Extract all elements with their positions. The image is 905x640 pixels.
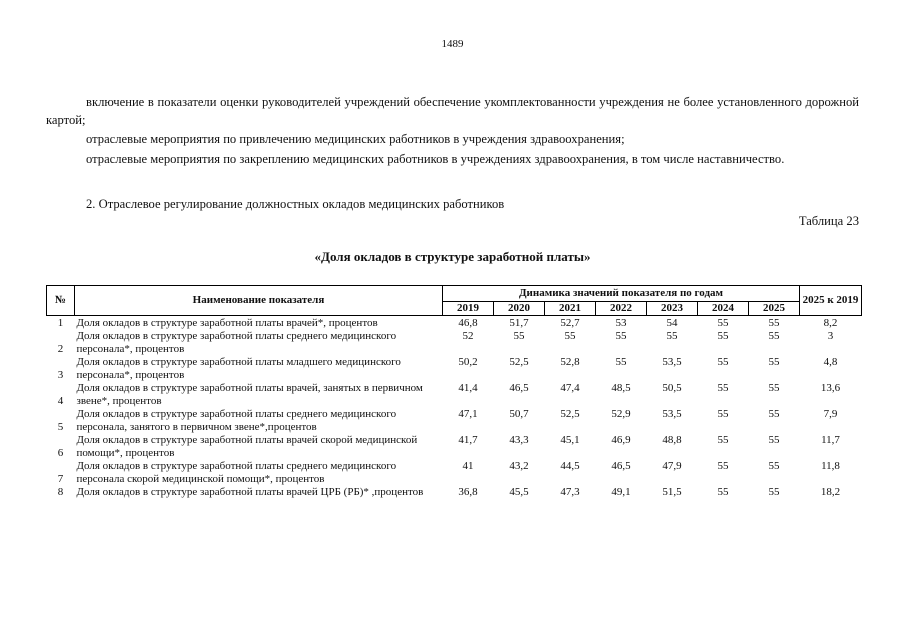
year-value: 55 xyxy=(717,382,729,394)
year-value: 46,9 xyxy=(611,434,631,446)
row-number: 1 xyxy=(57,317,64,329)
ratio-value: 3 xyxy=(827,330,834,342)
header-year-2025: 2025 xyxy=(749,302,800,316)
year-value: 52,7 xyxy=(560,317,580,329)
year-value: 55 xyxy=(768,408,780,420)
year-value: 53,5 xyxy=(662,356,682,368)
row-number: 7 xyxy=(57,473,64,485)
row-number: 3 xyxy=(57,369,64,381)
header-year-2021: 2021 xyxy=(545,302,596,316)
ratio-value: 7,9 xyxy=(823,408,838,420)
year-value: 54 xyxy=(666,317,678,329)
year-value: 43,2 xyxy=(509,460,529,472)
year-value: 55 xyxy=(768,486,780,498)
indicator-name: Доля окладов в структуре заработной платы врачей скорой медицинской помощи*, процентов xyxy=(76,434,418,459)
ratio-value: 11,8 xyxy=(821,460,840,472)
table-row xyxy=(47,408,862,434)
year-value: 48,5 xyxy=(611,382,631,394)
header-dynamics: Динамика значений показателя по годам xyxy=(443,286,800,302)
year-value: 51,7 xyxy=(509,317,529,329)
row-number: 4 xyxy=(57,395,64,407)
year-value: 55 xyxy=(717,330,729,342)
ratio-value: 11,7 xyxy=(821,434,840,446)
indicator-name: Доля окладов в структуре заработной платы среднего медицинского персонала*, процентов xyxy=(76,330,397,355)
table-row xyxy=(47,382,862,408)
table-row xyxy=(47,356,862,382)
ratio-value: 18,2 xyxy=(820,486,841,498)
year-value: 55 xyxy=(717,460,729,472)
table-row xyxy=(47,460,862,486)
year-value: 55 xyxy=(768,460,780,472)
year-value: 41,7 xyxy=(458,434,478,446)
year-value: 45,1 xyxy=(560,434,580,446)
year-value: 52,8 xyxy=(560,356,580,368)
year-value: 49,1 xyxy=(611,486,631,498)
year-value: 46,5 xyxy=(509,382,529,394)
year-value: 55 xyxy=(717,356,729,368)
year-value: 55 xyxy=(717,408,729,420)
year-value: 46,8 xyxy=(458,317,478,329)
year-value: 55 xyxy=(768,434,780,446)
year-value: 55 xyxy=(615,356,627,368)
year-value: 55 xyxy=(717,486,729,498)
indicator-name: Доля окладов в структуре заработной платы среднего медицинского персонала, занятого в первичном звене*,процентов xyxy=(76,408,397,433)
paragraph: включение в показатели оценки руководителей учреждений обеспечение укомплектованности учреждения не более установленного дорожной картой; xyxy=(46,95,859,127)
year-value: 50,5 xyxy=(662,382,682,394)
page-number: 1489 xyxy=(441,38,464,50)
year-value: 52,9 xyxy=(611,408,631,420)
header-year-2020: 2020 xyxy=(494,302,545,316)
year-value: 47,4 xyxy=(560,382,580,394)
section-heading: 2. Отраслевое регулирование должностных окладов медицинских работников xyxy=(86,197,505,211)
year-value: 41,4 xyxy=(458,382,478,394)
year-value: 44,5 xyxy=(560,460,580,472)
indicator-name: Доля окладов в структуре заработной платы среднего медицинского персонала скорой медицинской помощи*, процентов xyxy=(76,460,397,485)
year-value: 41 xyxy=(462,460,474,472)
indicator-name: Доля окладов в структуре заработной платы младшего медицинского персонала*, процентов xyxy=(76,356,401,381)
year-value: 45,5 xyxy=(509,486,529,498)
indicator-name: Доля окладов в структуре заработной платы врачей*, процентов xyxy=(76,317,378,329)
year-value: 55 xyxy=(717,434,729,446)
header-ratio: 2025 к 2019 xyxy=(800,286,862,316)
year-value: 43,3 xyxy=(509,434,529,446)
header-year-2024: 2024 xyxy=(698,302,749,316)
header-name: Наименование показателя xyxy=(75,286,443,316)
year-value: 50,7 xyxy=(509,408,529,420)
year-value: 50,2 xyxy=(458,356,478,368)
row-number: 6 xyxy=(57,447,64,459)
header-num: № xyxy=(47,286,75,316)
year-value: 55 xyxy=(717,317,729,329)
table-row xyxy=(47,434,862,460)
indicator-name: Доля окладов в структуре заработной платы врачей ЦРБ (РБ)* ,процентов xyxy=(76,486,424,498)
header-year-2023: 2023 xyxy=(647,302,698,316)
body-text xyxy=(46,94,859,170)
ratio-value: 13,6 xyxy=(820,382,841,394)
year-value: 53 xyxy=(615,317,627,329)
row-number: 8 xyxy=(57,486,64,498)
year-value: 52,5 xyxy=(560,408,580,420)
paragraph: отраслевые мероприятия по закреплению медицинских работников в учреждениях здравоохранения, в том числе наставничество. xyxy=(86,151,785,166)
year-value: 47,3 xyxy=(560,486,580,498)
row-number: 2 xyxy=(57,343,64,355)
year-value: 47,1 xyxy=(458,408,478,420)
year-value: 46,5 xyxy=(611,460,631,472)
year-value: 55 xyxy=(768,382,780,394)
year-value: 55 xyxy=(513,330,525,342)
year-value: 52,5 xyxy=(509,356,529,368)
row-number: 5 xyxy=(57,421,64,433)
year-value: 53,5 xyxy=(662,408,682,420)
year-value: 36,8 xyxy=(458,486,478,498)
table-label: Таблица 23 xyxy=(798,214,859,228)
table-row xyxy=(47,486,862,499)
indicator-name: Доля окладов в структуре заработной платы врачей, занятых в первичном звене*, процентов xyxy=(76,382,423,407)
header-year-2019: 2019 xyxy=(443,302,494,316)
table-row xyxy=(47,316,862,331)
ratio-value: 8,2 xyxy=(823,317,838,329)
year-value: 55 xyxy=(768,330,780,342)
salary-share-table xyxy=(46,285,862,499)
year-value: 55 xyxy=(615,330,627,342)
year-value: 55 xyxy=(768,356,780,368)
year-value: 47,9 xyxy=(662,460,682,472)
paragraph: отраслевые мероприятия по привлечению медицинских работников в учреждения здравоохранения; xyxy=(86,132,625,146)
table-title: «Доля окладов в структуре заработной платы» xyxy=(314,249,591,264)
year-value: 48,8 xyxy=(662,434,682,446)
header-year-2022: 2022 xyxy=(596,302,647,316)
ratio-value: 4,8 xyxy=(823,356,838,368)
table-row xyxy=(47,330,862,356)
year-value: 55 xyxy=(768,317,780,329)
year-value: 55 xyxy=(666,330,678,342)
year-value: 51,5 xyxy=(662,486,682,498)
year-value: 55 xyxy=(564,330,576,342)
year-value: 52 xyxy=(462,330,474,342)
